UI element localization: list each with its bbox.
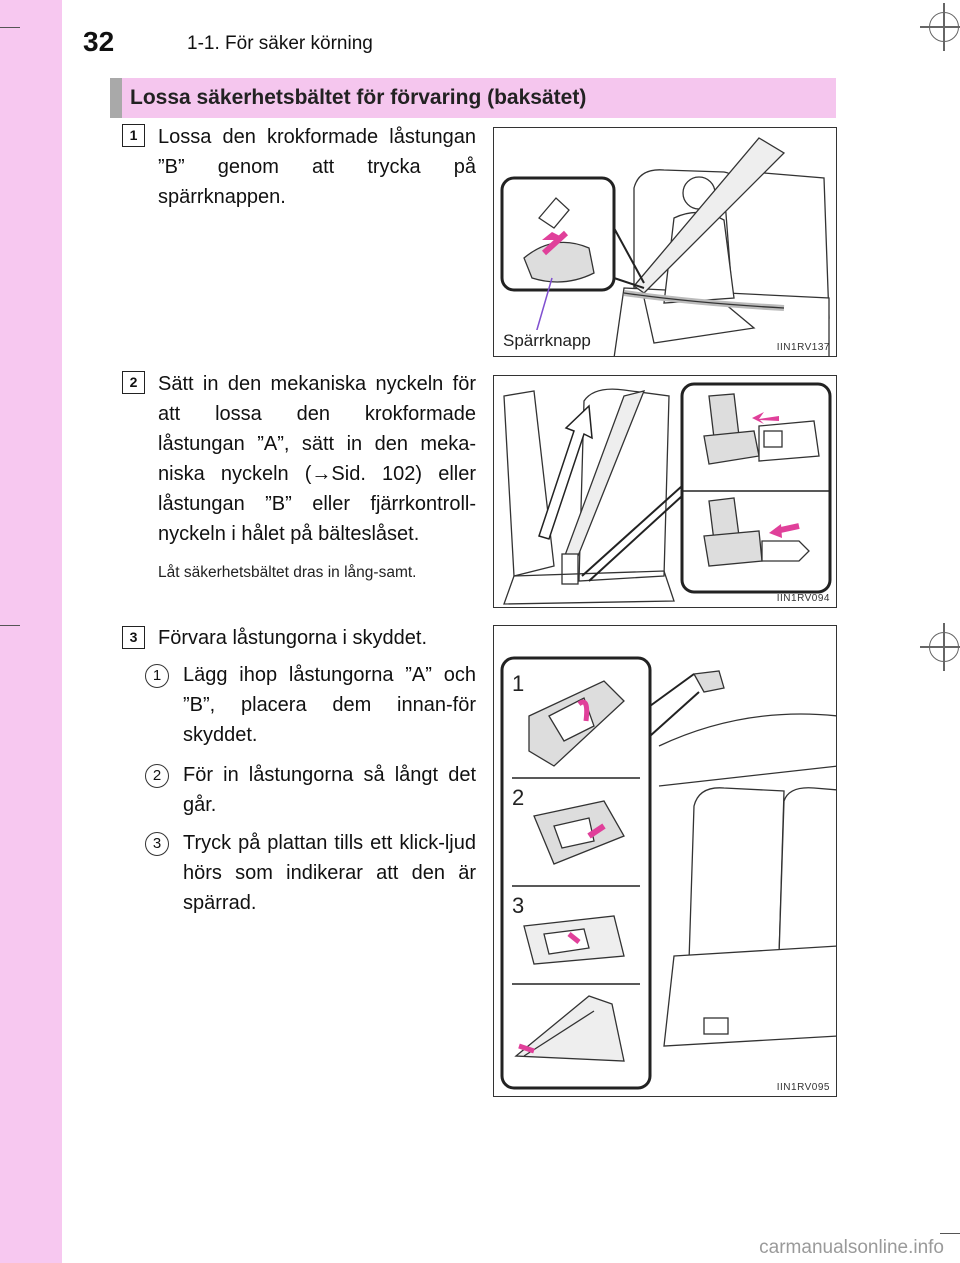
step-text: Sätt in den mekaniska nyckeln för att lossa den krokformade låstungan ”A”, sätt in den meka-niska nyckeln (→Sid. 102) eller låstungan ”B” eller fjärrkontroll-nyckeln i hålet på bälteslåset. [158,373,476,545]
step-number: 1 [122,124,145,147]
watermark: carmanualsonline.info [759,1237,944,1258]
substep-number: 2 [145,764,169,788]
figure-release-button [493,127,837,357]
step-text: Lossa den krokformade låstungan ”B” genom att trycka på spärrknappen. [158,126,476,208]
registration-mark-icon [929,632,959,662]
figure-code: IIN1RV094 [776,593,830,604]
crop-mark [0,625,20,626]
substep-text: Lägg ihop låstungorna ”A” och ”B”, placera dem innan-för skyddet. [183,664,476,746]
page-number: 32 [83,26,115,57]
side-tab-strip [0,0,62,1263]
step-number: 3 [122,626,145,649]
section-title: Lossa säkerhetsbältet för förvaring (baksätet) [130,86,587,109]
substep-text: För in låstungorna så långt det går. [183,764,476,816]
inset-number: 2 [512,785,525,810]
figure-mechanical-key [493,375,837,608]
step-note: Låt säkerhetsbältet dras in lång-samt. [158,564,417,581]
inset-number: 1 [512,671,525,696]
inset-number: 3 [512,893,525,918]
figure-code: IIN1RV137 [776,342,830,353]
substep-text: Tryck på plattan tills ett klick-ljud hörs som indikerar att den är spärrad. [183,832,476,914]
figure-code: IIN1RV095 [776,1082,830,1093]
crop-mark [940,1233,960,1234]
section-heading [110,78,836,118]
step-number: 2 [122,371,145,394]
figure-stow-tongues [493,625,837,1097]
substep-number: 3 [145,832,169,856]
crop-mark [0,27,20,28]
buckle-illustration [494,376,837,608]
step-text: Förvara låstungorna i skyddet. [158,627,428,649]
chapter-title: 1-1. För säker körning [187,33,373,54]
seat-belt-illustration [494,128,837,357]
registration-mark-icon [929,12,959,42]
release-button-label: Spärrknapp [499,330,595,352]
cover-illustration [494,626,837,1097]
substep-number: 1 [145,664,169,688]
